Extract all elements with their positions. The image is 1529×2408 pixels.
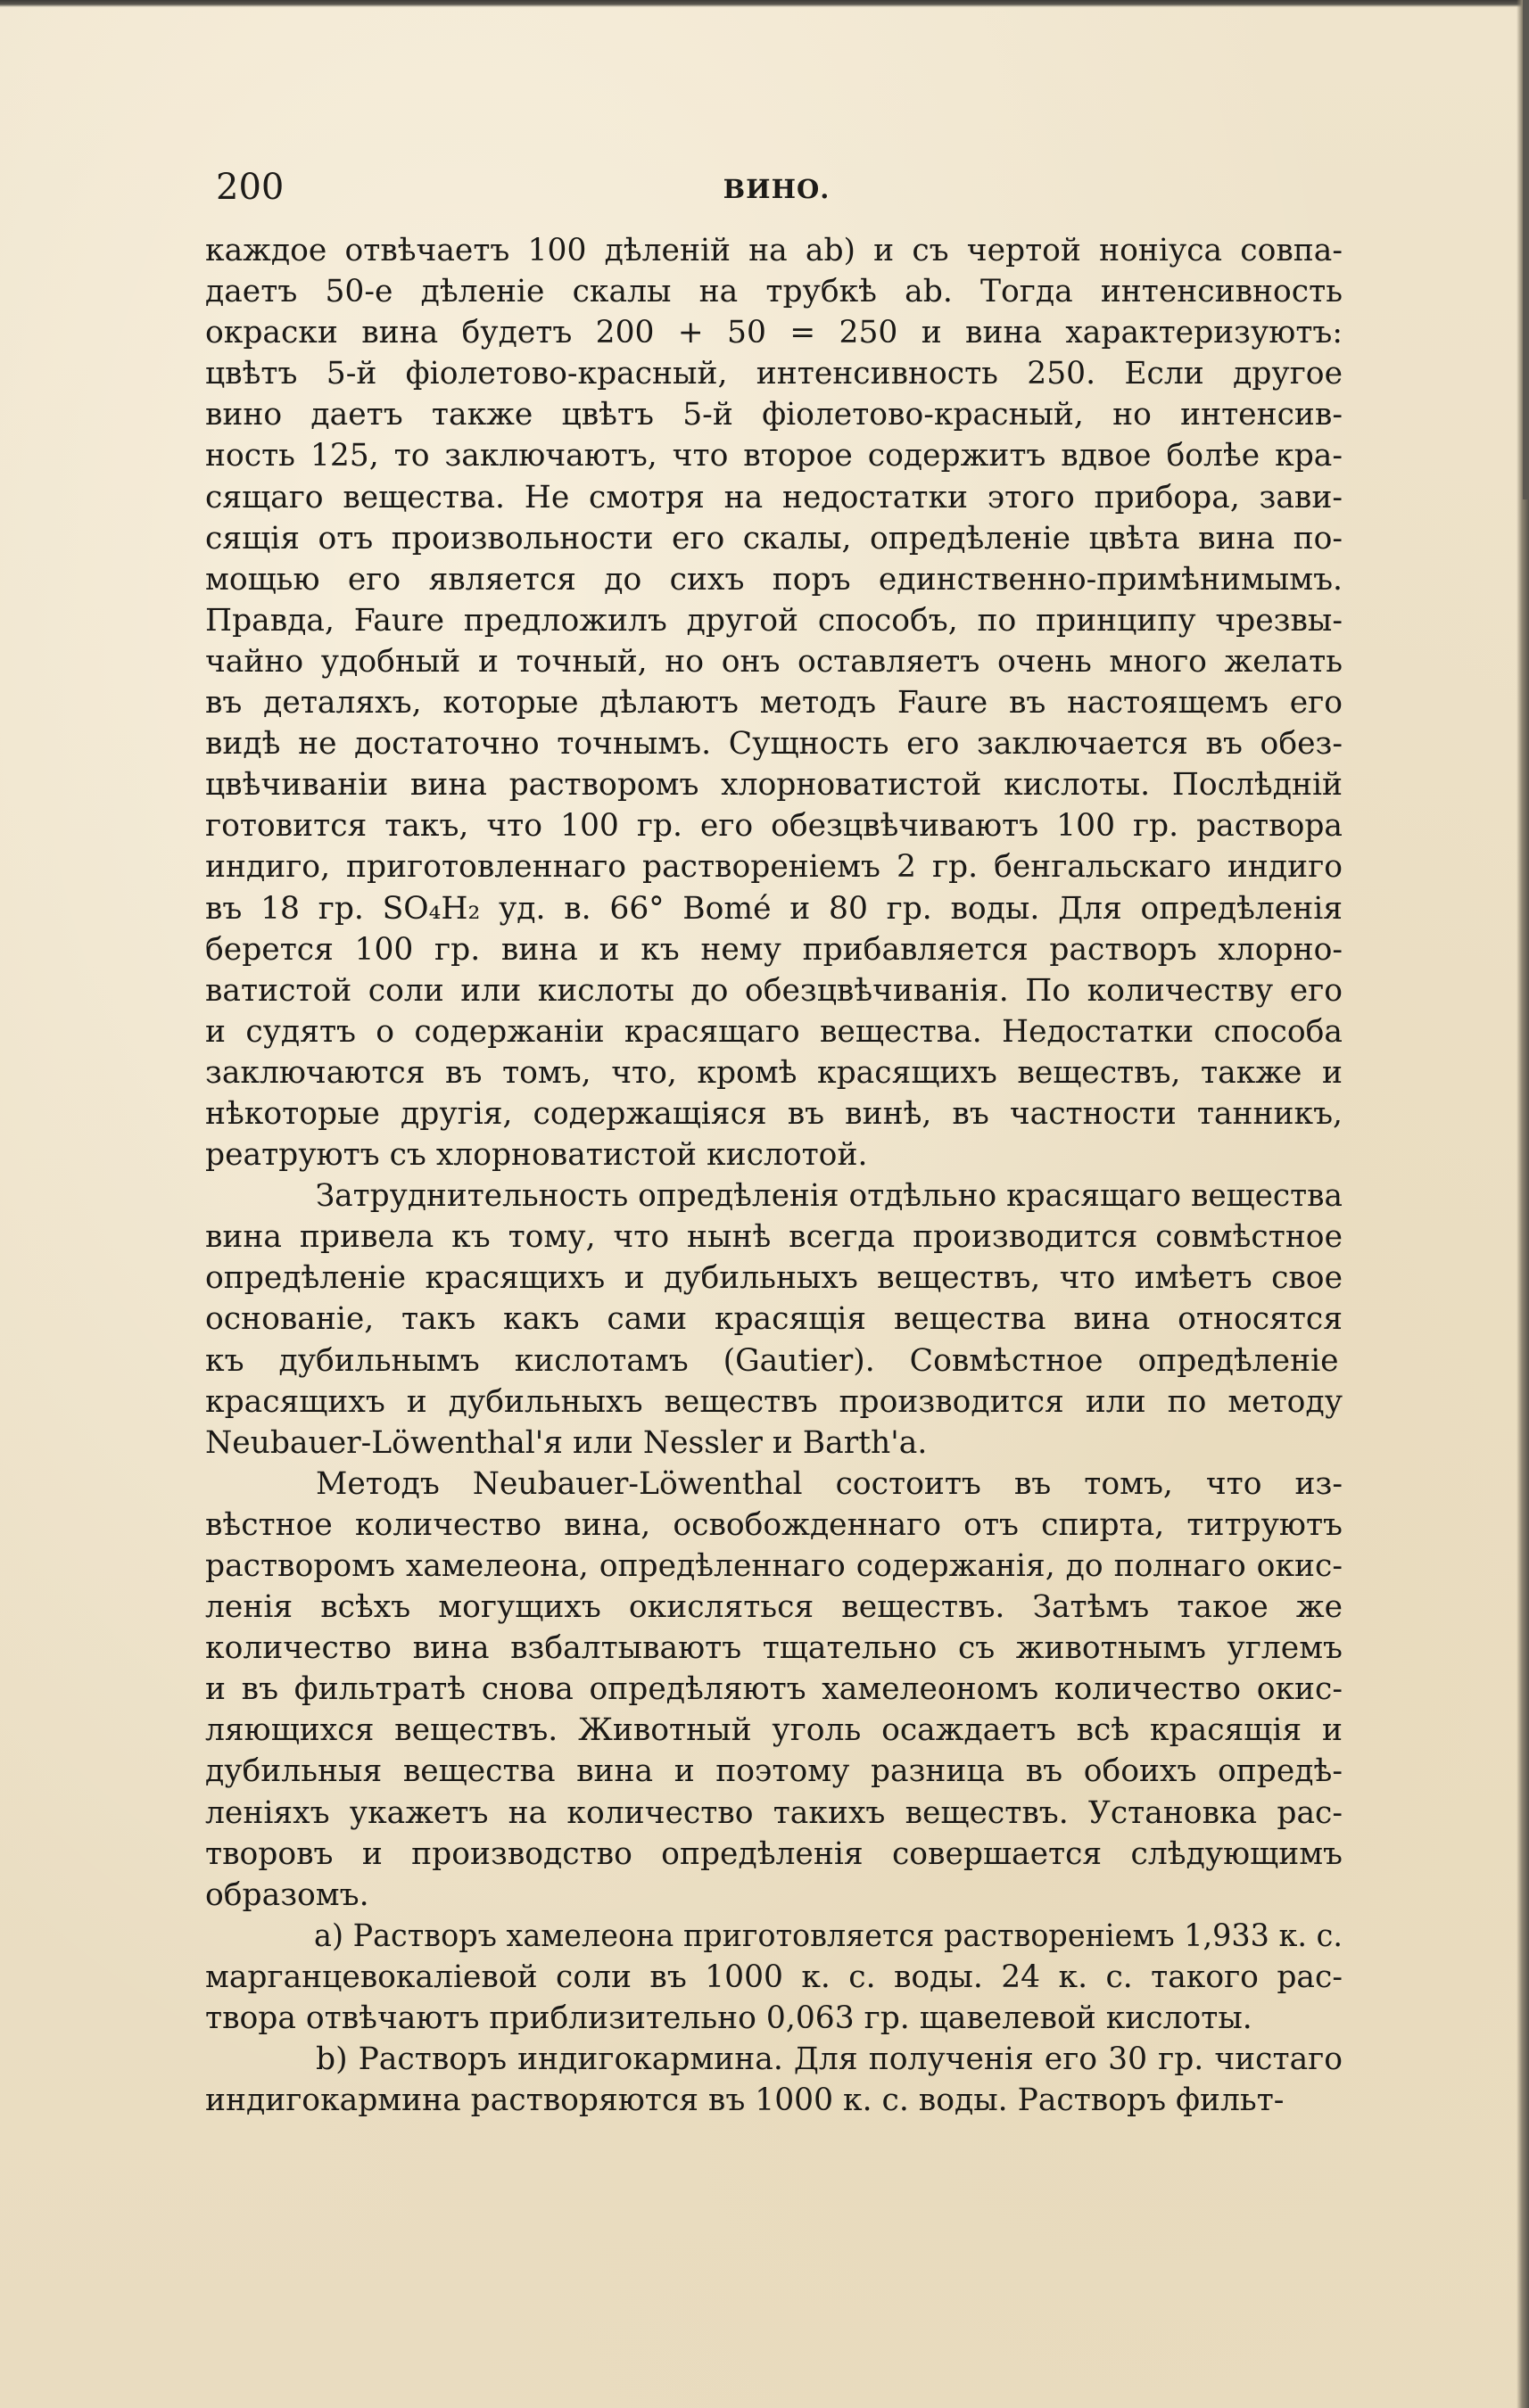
text-line: растворомъ хамелеона, опредѣленнаго содержанія, до полнаго окис- [205, 1548, 1343, 1584]
scan-right-shadow [1523, 0, 1529, 499]
text-line: образомъ. [205, 1876, 369, 1913]
text-line: ность 125, то заключаютъ, что второе содержитъ вдвое болѣе кра- [205, 438, 1343, 474]
text-line: каждое отвѣчаетъ 100 дѣленій на ab) и съ чертой ноніуса совпа- [205, 233, 1343, 268]
page-header [216, 161, 1337, 214]
text-line: окраски вина будетъ 200 + 50 = 250 и вина характеризуютъ: [205, 315, 1343, 351]
text-line: и въ фильтратѣ снова опредѣляютъ хамелеономъ количество окис- [205, 1671, 1343, 1708]
text-line: Затруднительность опредѣленія отдѣльно красящаго вещества [315, 1178, 1343, 1215]
text-line: Правда, Faure предложилъ другой способъ, по принципу чрезвы- [205, 602, 1343, 639]
paragraph [205, 1916, 1343, 2039]
text-line: твора отвѣчаютъ приблизительно 0,063 гр. щавелевой кислоты. [205, 2000, 1252, 2037]
text-line: вина привела къ тому, что нынѣ всегда производится совмѣстное [205, 1219, 1343, 1256]
text-line: и судятъ о содержаніи красящаго вещества. Недостатки способа [205, 1013, 1343, 1050]
paragraph [205, 230, 1343, 1175]
text-line: опредѣленіе красящихъ и дубильныхъ веществъ, что имѣетъ свое [205, 1260, 1343, 1297]
text-line: мощью его является до сихъ поръ единственно-примѣнимымъ. [205, 561, 1343, 598]
text-line: къ дубильнымъ кислотамъ (Gautier). Совмѣстное опредѣленіе [205, 1342, 1339, 1379]
text-line: ватистой соли или кислоты до обезцвѣчиванія. По количеству его [205, 972, 1343, 1009]
text-line: видѣ не достаточно точнымъ. Сущность его заключается въ обез- [205, 726, 1343, 763]
text-line: въ 18 гр. SO₄H₂ уд. в. 66° Bomé и 80 гр. воды. Для опредѣленія [205, 890, 1343, 927]
text-line: дубильныя вещества вина и поэтому разница въ обоихъ опредѣ- [205, 1753, 1343, 1790]
text-line: въ деталяхъ, которые дѣлаютъ методъ Faure въ настоящемъ его [205, 685, 1343, 722]
text-line: вино даетъ также цвѣтъ 5-й фіолетово-красный, но интенсив- [205, 397, 1343, 433]
text-line: творовъ и производство опредѣленія совершается слѣдующимъ [205, 1835, 1343, 1872]
body-text [205, 230, 1343, 2264]
text-line: нѣкоторые другія, содержащіяся въ винѣ, въ частности танникъ, [205, 1095, 1343, 1132]
text-line: ляющихся веществъ. Животный уголь осаждаетъ всѣ красящія и [205, 1712, 1343, 1749]
paragraph [205, 2039, 1343, 2121]
text-line: индигокармина растворяются въ 1000 к. с. воды. Растворъ фильт- [205, 2082, 1285, 2119]
text-line: леніяхъ укажетъ на количество такихъ веществъ. Установка рас- [205, 1794, 1343, 1831]
text-line: количество вина взбалтываютъ тщательно съ животнымъ углемъ [205, 1630, 1343, 1667]
text-line: Neubauer-Löwenthal'я или Nessler и Barth'а. [205, 1424, 928, 1461]
text-line: даетъ 50-е дѣленіе скалы на трубкѣ ab. Тогда интенсивность [205, 274, 1343, 310]
text-line: сящаго вещества. Не смотря на недостатки этого прибора, зави- [205, 479, 1343, 515]
text-line: b) Растворъ индигокармина. Для полученія его 30 гр. чистаго [316, 2041, 1343, 2078]
text-line: заключаются въ томъ, что, кромѣ красящихъ веществъ, также и [205, 1054, 1343, 1091]
text-line: красящихъ и дубильныхъ веществъ производится или по методу [205, 1383, 1343, 1420]
text-line: марганцевокаліевой соли въ 1000 к. с. воды. 24 к. с. такого рас- [205, 1959, 1343, 1995]
text-line: сящія отъ произвольности его скалы, опредѣленіе цвѣта вина по- [205, 520, 1343, 557]
text-line: ленія всѣхъ могущихъ окисляться веществъ. Затѣмъ такое же [205, 1589, 1343, 1626]
text-line: чайно удобный и точный, но онъ оставляетъ очень много желать [205, 643, 1343, 680]
text-line: цвѣтъ 5-й фіолетово-красный, интенсивность 250. Если другое [205, 356, 1343, 392]
text-line: берется 100 гр. вина и къ нему прибавляется растворъ хлорно- [205, 931, 1343, 968]
text-line: цвѣчиваніи вина растворомъ хлорноватистой кислоты. Послѣдній [205, 767, 1343, 804]
running-head: ВИНО. [723, 174, 831, 204]
text-line: основаніе, такъ какъ сами красящія вещества вина относятся [205, 1301, 1343, 1338]
scan-top-edge [0, 0, 1529, 7]
page-number: 200 [216, 167, 285, 208]
text-line: реатруютъ съ хлорноватистой кислотой. [205, 1137, 868, 1174]
paragraph [205, 1464, 1343, 1916]
text-line: готовится такъ, что 100 гр. его обезцвѣчиваютъ 100 гр. раствора [205, 808, 1343, 845]
text-line: Методъ Neubauer-Löwenthal состоитъ въ томъ, что из- [316, 1465, 1343, 1502]
text-line: a) Растворъ хамелеона приготовляется раствореніемъ 1,933 к. с. [314, 1917, 1343, 1954]
paragraph [205, 1175, 1343, 1464]
text-line: индиго, приготовленнаго раствореніемъ 2 гр. бенгальскаго индиго [205, 849, 1343, 886]
text-line: вѣстное количество вина, освобожденнаго отъ спирта, титруютъ [205, 1506, 1343, 1543]
